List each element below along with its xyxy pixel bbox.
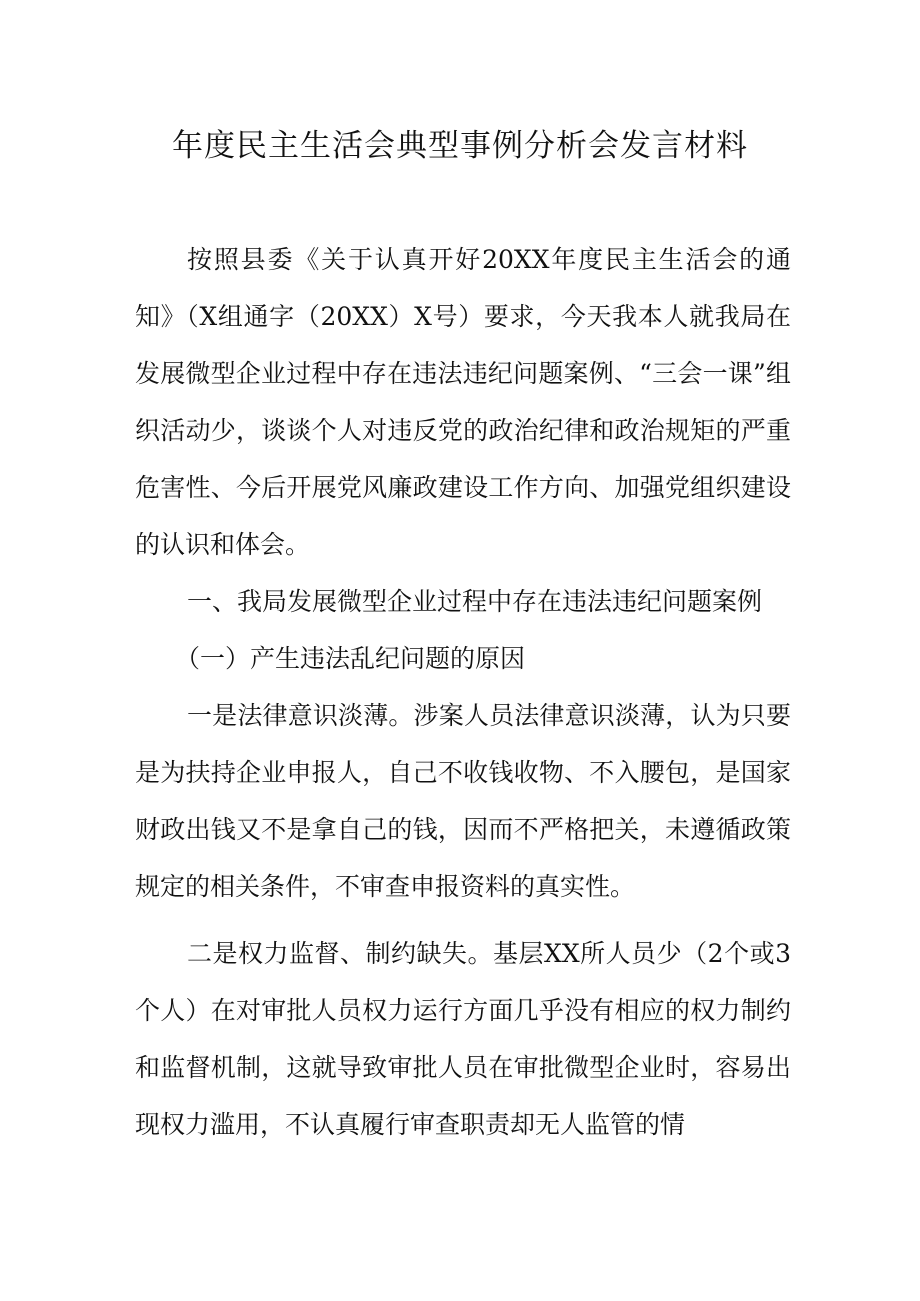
subsection-heading-1: （一）产生违法乱纪问题的原因	[175, 644, 526, 673]
document-body	[135, 231, 791, 1153]
paragraph-point-2: 二是权力监督、制约缺失。基层XX所人员少（2个或3个人）在对审批人员权力运行方面几乎没有相应的权力制约和监督机制，这就导致审批人员在审批微型企业时，容易出现权力滥用，不认真履行审查职责却无人监管的情	[135, 939, 791, 1139]
section-heading-1: 一、我局发展微型企业过程中存在违法违纪问题案例	[187, 587, 763, 616]
paragraph-point-1: 一是法律意识淡薄。涉案人员法律意识淡薄，认为只要是为扶持企业申报人，自己不收钱收物、不入腰包，是国家财政出钱又不是拿自己的钱，因而不严格把关，未遵循政策规定的相关条件，不审查申报资料的真实性。	[135, 701, 791, 901]
document-title: 年度民主生活会典型事例分析会发言材料	[172, 128, 748, 164]
paragraph-intro: 按照县委《关于认真开好20XX年度民主生活会的通知》（X组通字（20XX）X号）要求，今天我本人就我局在发展微型企业过程中存在违法违纪问题案例、“三会一课”组织活动少，谈谈个人对违反党的政治纪律和政治规矩的严重危害性、今后开展党风廉政建设工作方向、加强党组织建设的认识和体会。	[135, 245, 791, 559]
